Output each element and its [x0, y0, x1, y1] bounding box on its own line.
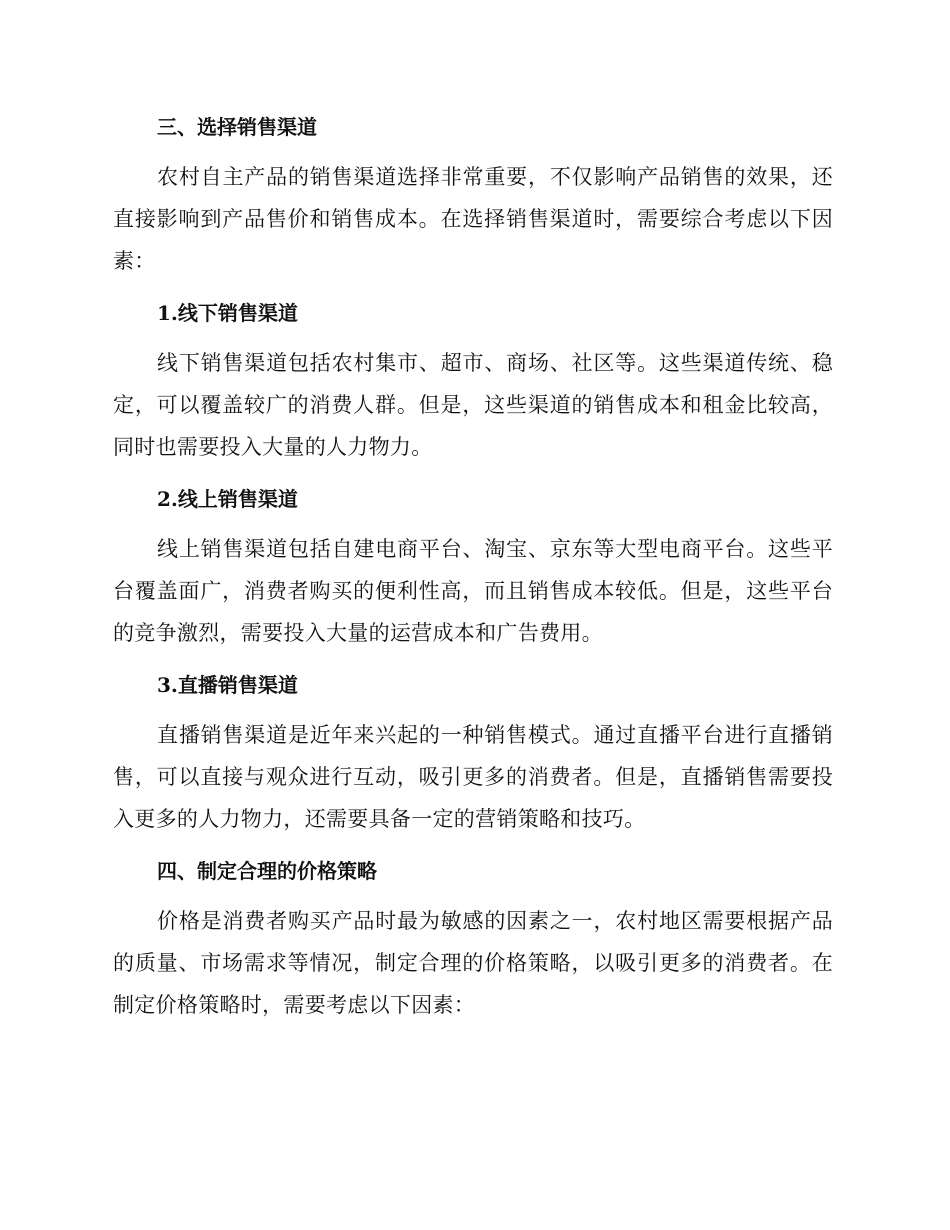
livestream-channel-paragraph: 直播销售渠道是近年来兴起的一种销售模式。通过直播平台进行直播销售，可以直接与观众进行互动，吸引更多的消费者。但是，直播销售需要投入更多的人力物力，还需要具备一定的营销策略和技巧。: [113, 723, 833, 831]
subsection-heading-offline: 1.线下销售渠道: [157, 301, 298, 325]
offline-channel-paragraph: 线下销售渠道包括农村集市、超市、商场、社区等。这些渠道传统、稳定，可以覆盖较广的消费人群。但是，这些渠道的销售成本和租金比较高，同时也需要投入大量的人力物力。: [113, 351, 833, 459]
online-channel-paragraph: 线上销售渠道包括自建电商平台、淘宝、京东等大型电商平台。这些平台覆盖面广，消费者购买的便利性高，而且销售成本较低。但是，这些平台的竞争激烈，需要投入大量的运营成本和广告费用。: [113, 537, 833, 645]
section-heading-3: 三、选择销售渠道: [157, 115, 317, 139]
document-content: [113, 108, 833, 1038]
subsection-heading-livestream: 3.直播销售渠道: [157, 673, 298, 697]
subsection-heading-online: 2.线上销售渠道: [157, 487, 298, 511]
section-heading-4: 四、制定合理的价格策略: [157, 859, 377, 883]
section-3-intro-paragraph: 农村自主产品的销售渠道选择非常重要，不仅影响产品销售的效果，还直接影响到产品售价和销售成本。在选择销售渠道时，需要综合考虑以下因素：: [113, 165, 833, 273]
section-4-intro-paragraph: 价格是消费者购买产品时最为敏感的因素之一，农村地区需要根据产品的质量、市场需求等情况，制定合理的价格策略，以吸引更多的消费者。在制定价格策略时，需要考虑以下因素：: [113, 909, 833, 1017]
